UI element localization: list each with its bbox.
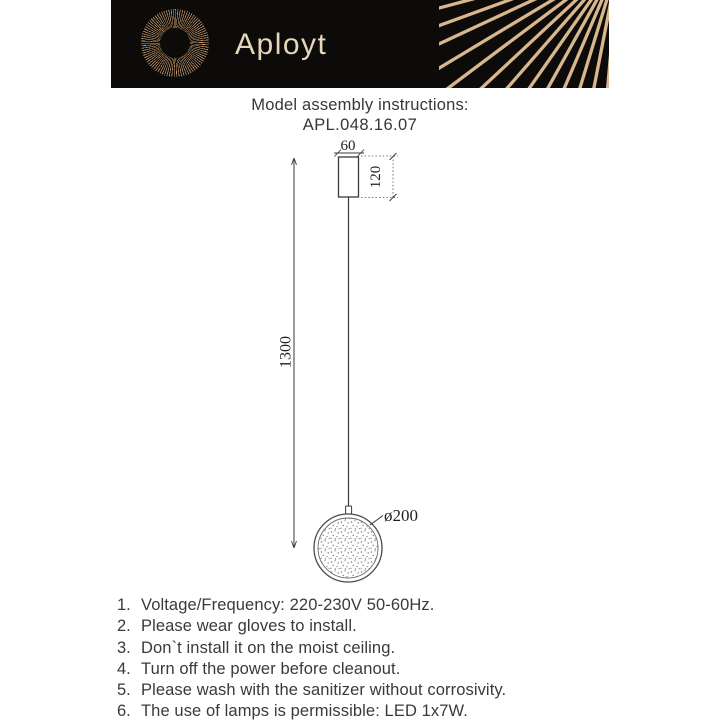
instructions-list [117,595,687,720]
item-number: 5. [117,681,131,700]
ceiling-canopy [339,157,359,197]
cable-connector [346,506,352,514]
list-item [117,595,687,616]
dimension-shade-diameter [370,506,418,525]
model-number: APL.048.16.07 [302,116,418,134]
item-number: 2. [117,617,131,636]
item-text: Don`t install it on the moist ceiling. [141,638,396,657]
dim-width-label: 60 [340,138,356,154]
dimension-canopy-height [361,153,398,201]
list-item [117,701,687,720]
brand-name: Aployt [235,28,328,61]
dimension-canopy-width [334,138,364,157]
item-text: Turn off the power before cleanout. [141,659,401,678]
item-number: 3. [117,638,131,657]
item-text: Please wash with the sanitizer without corrosivity. [141,681,507,700]
dim-drop-label: 1300 [277,336,295,368]
item-number: 6. [117,702,131,720]
item-text: The use of lamps is permissible: LED 1x7W. [141,702,468,720]
list-item [117,616,687,637]
item-text: Voltage/Frequency: 220-230V 50-60Hz. [141,596,435,614]
dim-height-label: 120 [368,165,384,189]
item-number: 1. [117,596,131,614]
instructions-heading: Model assembly instructions: [251,96,469,114]
list-item [117,680,687,701]
item-number: 4. [117,659,131,678]
dimension-cable-drop [278,158,297,548]
dim-diameter-label: ø200 [384,506,418,525]
item-text: Please wear gloves to install. [141,617,357,636]
list-item [117,638,687,659]
list-item [117,659,687,680]
